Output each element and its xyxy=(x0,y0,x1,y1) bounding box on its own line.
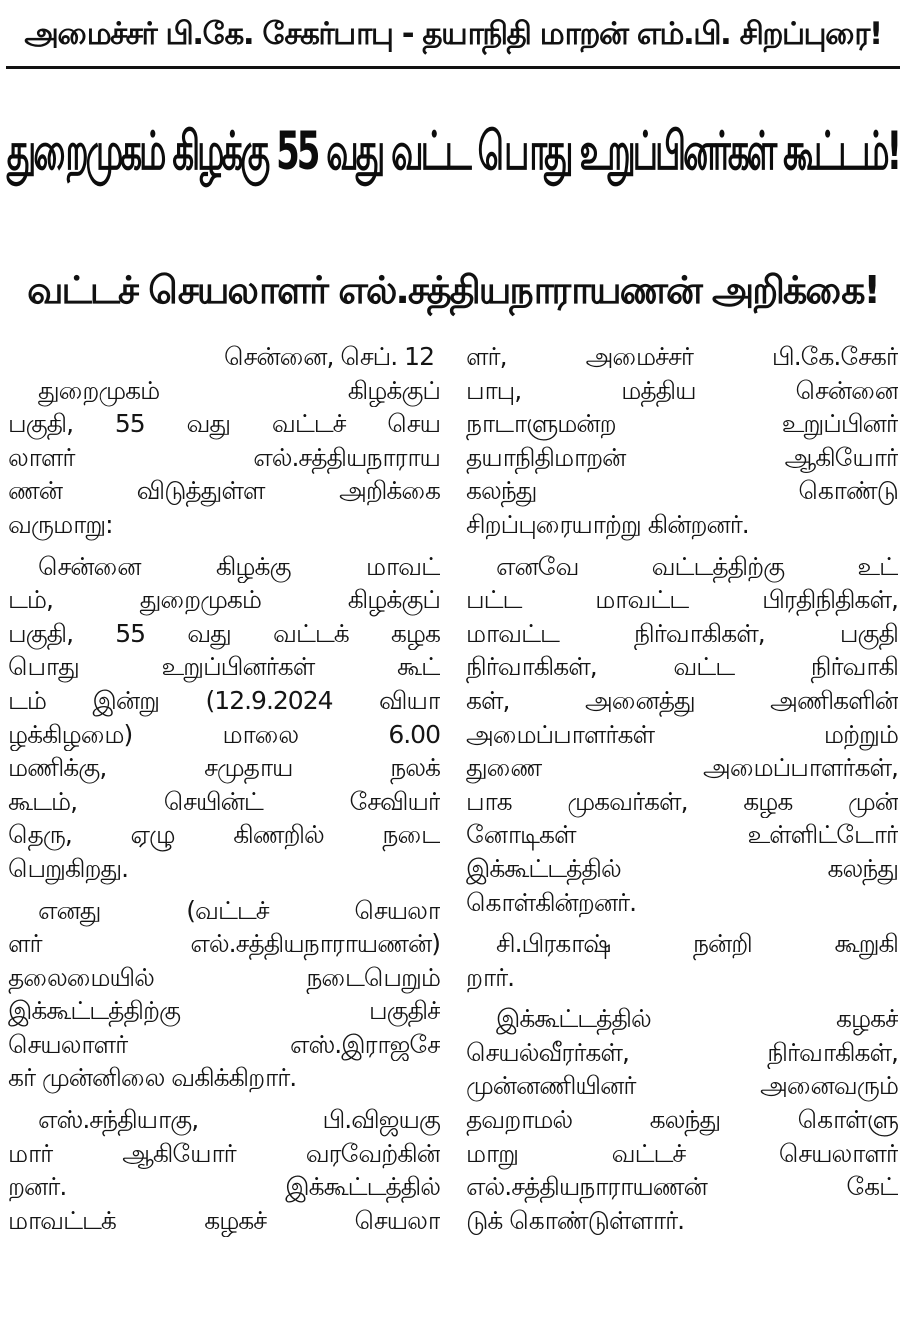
body-line: பட்ட மாவட்ட பிரதிநிதிகள், xyxy=(466,585,898,615)
body-line: தயாநிதிமாறன் ஆகியோர் xyxy=(466,442,898,472)
body-line: எனது (வட்டச் செயலா xyxy=(38,895,440,925)
body-line: மாவட்ட நிர்வாகிகள், பகுதி xyxy=(466,618,898,648)
body-line: துணை அமைப்பாளர்கள், xyxy=(466,753,898,783)
body-line: நாடாளுமன்ற உறுப்பினர் xyxy=(466,409,898,439)
paragraph-gap xyxy=(8,1095,440,1103)
subheadline: வட்டச் செயலாளர் எல்.சத்தியநாராயணன் அறிக்கை! xyxy=(27,268,879,312)
body-line: பாபு, மத்திய சென்னை xyxy=(466,375,898,405)
body-line: தெரு, ஏழு கிணறில் நடை xyxy=(8,820,440,850)
dateline: சென்னை, செப். 12 xyxy=(224,342,434,371)
body-line: நிர்வாகிகள், வட்ட நிர்வாகி xyxy=(466,652,898,682)
body-line: மாவட்டக் கழகச் செயலா xyxy=(8,1205,440,1235)
paragraph-gap xyxy=(466,542,898,550)
body-line: சி.பிரகாஷ் நன்றி கூறுகி xyxy=(496,929,898,959)
body-line: பொது உறுப்பினர்கள் கூட் xyxy=(8,652,440,682)
body-line: ளர், அமைச்சர் பி.கே.சேகர் xyxy=(466,342,898,371)
right-column xyxy=(466,340,898,1237)
body-line: தலைமையில் நடைபெறும் xyxy=(8,962,440,992)
body-line: வருமாறு: xyxy=(8,509,113,539)
body-line: ளர் எல்.சத்தியநாராயணன்) xyxy=(8,929,440,959)
body-line: இக்கூட்டத்திற்கு பகுதிச் xyxy=(8,996,440,1026)
body-line: லாளர் எல்.சத்தியநாராய xyxy=(8,442,440,472)
paragraph-gap xyxy=(8,886,440,894)
body-line: பாக முகவர்கள், கழக முன் xyxy=(466,786,898,816)
body-line: பகுதி, 55 வது வட்டச் செய xyxy=(8,409,440,439)
body-line: கூடம், செயின்ட் சேவியர் xyxy=(8,786,440,816)
body-line: செயல்வீரர்கள், நிர்வாகிகள், xyxy=(466,1037,898,1067)
body-line: னோடிகள் உள்ளிட்டோர் xyxy=(466,820,898,850)
body-line: எஸ்.சந்தியாகு, பி.விஜயகு xyxy=(38,1105,440,1135)
body-line: எனவே வட்டத்திற்கு உட் xyxy=(496,551,898,581)
body-line: மாறு வட்டச் செயலாளர் xyxy=(466,1138,898,1168)
body-line: மார் ஆகியோர் வரவேற்கின் xyxy=(8,1138,440,1168)
body-line: சிறப்புரையாற்று கின்றனர். xyxy=(466,509,749,539)
body-line: பெறுகிறது. xyxy=(8,853,129,883)
body-line: செயலாளர் எஸ்.இராஜசே xyxy=(8,1029,440,1059)
body-line: பகுதி, 55 வது வட்டக் கழக xyxy=(8,618,440,648)
body-line: ணன் விடுத்துள்ள அறிக்கை xyxy=(8,476,440,506)
body-line: கொள்கின்றனர். xyxy=(466,887,637,917)
body-line: கர் முன்னிலை வகிக்கிறார். xyxy=(8,1063,297,1093)
body-line: அமைப்பாளர்கள் மற்றும் xyxy=(466,719,898,749)
body-line: தவறாமல் கலந்து கொள்ளு xyxy=(466,1105,898,1135)
body-line: டுக் கொண்டுள்ளார். xyxy=(466,1205,685,1235)
body-line: ழக்கிழமை) மாலை 6.00 xyxy=(8,719,440,749)
body-line: முன்னணியினர் அனைவரும் xyxy=(466,1071,898,1101)
paragraph-gap xyxy=(466,919,898,927)
kicker-line: அமைச்சர் பி.கே. சேகர்பாபு - தயாநிதி மாறன் எம்.பி. சிறப்புரை! xyxy=(24,16,882,52)
body-line: இக்கூட்டத்தில் கழகச் xyxy=(496,1004,898,1034)
paragraph-gap xyxy=(8,542,440,550)
body-line: மணிக்கு, சமுதாய நலக் xyxy=(8,753,440,783)
body-line: துறைமுகம் கிழக்குப் xyxy=(38,375,440,405)
body-line: றனர். இக்கூட்டத்தில் xyxy=(8,1172,440,1202)
body-line: கள், அனைத்து அணிகளின் xyxy=(466,685,898,715)
body-line: சென்னை கிழக்கு மாவட் xyxy=(38,551,440,581)
paragraph-gap xyxy=(466,994,898,1002)
headline: துறைமுகம் கிழக்கு 55 வது வட்ட பொது உறுப்பினர்கள் கூட்டம்! xyxy=(6,121,900,183)
body-line: றார். xyxy=(466,962,515,992)
left-column xyxy=(8,340,440,1237)
body-line: டம் இன்று (12.9.2024 வியா xyxy=(8,685,440,715)
body-line: எல்.சத்தியநாராயணன் கேட் xyxy=(466,1172,898,1202)
body-line: கலந்து கொண்டு xyxy=(466,476,898,506)
body-line: டம், துறைமுகம் கிழக்குப் xyxy=(8,585,440,615)
body-line: இக்கூட்டத்தில் கலந்து xyxy=(466,853,898,883)
